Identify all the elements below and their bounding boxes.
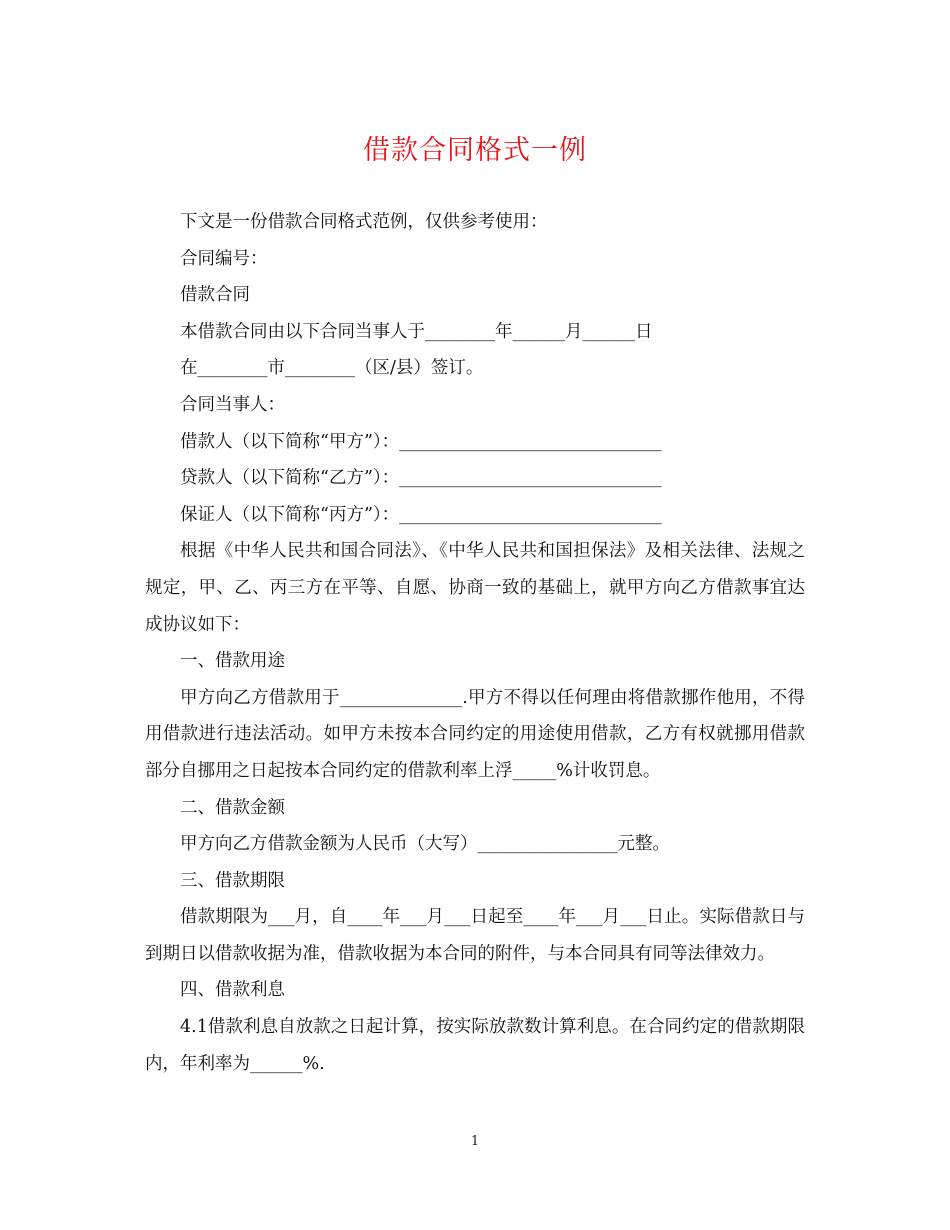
section-heading-term: 三、借款期限 <box>180 870 285 891</box>
parties-label: 合同当事人： <box>180 394 285 415</box>
section-heading-purpose: 一、借款用途 <box>180 651 285 672</box>
document-title: 借款合同格式一例 <box>363 135 587 166</box>
legal-basis-paragraph: 根据《中华人民共和国合同法》、《中华人民共和国担保法》及相关法律、法规之规定，甲、乙、丙三方在平等、自愿、协商一致的基础上，就甲方向乙方借款事宜达成协议如下： <box>145 541 805 635</box>
lender-line: 贷款人（以下简称“乙方”）：______________________________ <box>180 468 662 489</box>
page-number: 1 <box>470 1134 480 1149</box>
contract-number-label: 合同编号： <box>180 248 268 269</box>
signing-place-line: 在________市________（区/县）签订。 <box>180 358 484 379</box>
borrower-line: 借款人（以下简称“甲方”）：______________________________ <box>180 431 662 452</box>
section-heading-interest: 四、借款利息 <box>180 980 285 1001</box>
signing-date-line: 本借款合同由以下合同当事人于________年______月______日 <box>180 321 653 342</box>
interest-paragraph: 4.1借款利息自放款之日起计算，按实际放款数计算利息。在合同约定的借款期限内，年利率为______%. <box>145 1017 805 1074</box>
document-body <box>145 204 805 1082</box>
contract-heading: 借款合同 <box>180 285 250 306</box>
purpose-paragraph: 甲方向乙方借款用于______________.甲方不得以任何理由将借款挪作他用，不得用借款进行违法活动。如甲方未按本合同约定的用途使用借款，乙方有权就挪用借款部分自挪用之日起按本合同约定的借款利率上浮_____%计收罚息。 <box>145 687 805 781</box>
section-heading-amount: 二、借款金额 <box>180 797 285 818</box>
amount-paragraph: 甲方向乙方借款金额为人民币（大写）________________元整。 <box>180 834 670 855</box>
intro-paragraph: 下文是一份借款合同格式范例，仅供参考使用： <box>180 212 548 232</box>
guarantor-line: 保证人（以下简称“丙方”）：______________________________ <box>180 504 662 525</box>
term-paragraph: 借款期限为___月，自____年___月___日起至____年___月___日止。实际借款日与到期日以借款收据为准，借款收据为本合同的附件，与本合同具有同等法律效力。 <box>145 907 805 964</box>
